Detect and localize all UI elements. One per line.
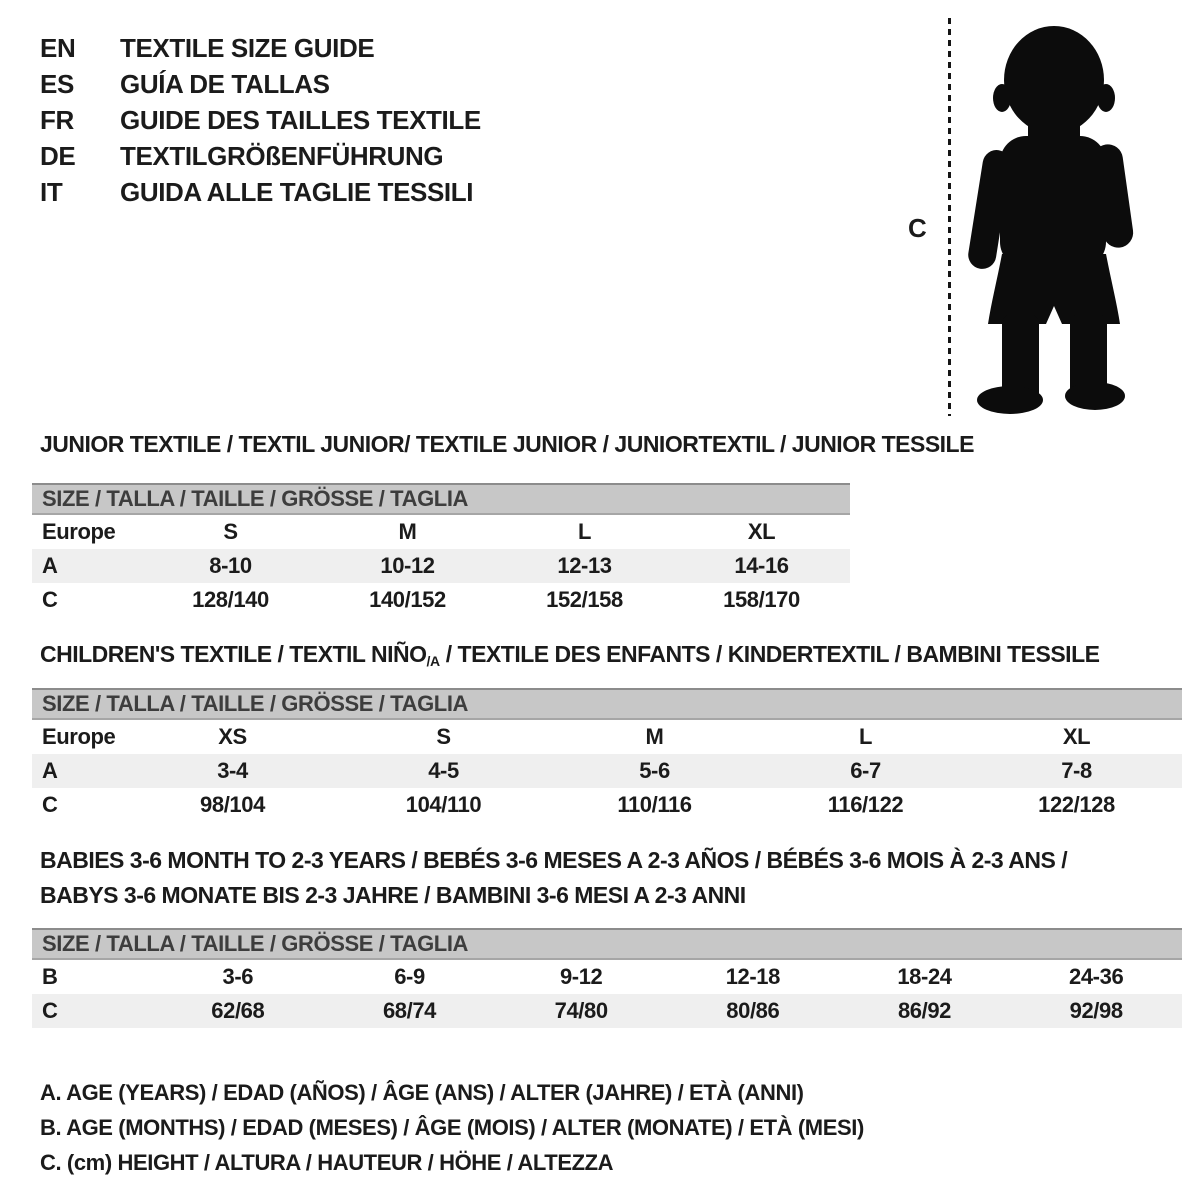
lang-row-it [40,174,481,210]
cell: 74/80 [554,998,608,1023]
table-row-height [32,788,1182,822]
lang-title: TEXTILE SIZE GUIDE [120,33,375,63]
lang-row-es [40,66,481,102]
lang-code: FR [40,105,74,135]
cell: 80/86 [726,998,780,1023]
cell: 12-18 [725,964,780,989]
row-label: Europe [42,519,116,544]
measurement-legend [40,1075,864,1180]
height-dashed-line [948,18,951,416]
title-subscript: /A [426,653,440,669]
measure-c-label: C [908,213,927,243]
cell: 24-36 [1069,964,1124,989]
row-label: Europe [42,724,116,749]
junior-size-table [32,483,850,617]
cell: 68/74 [382,998,437,1023]
table-row-height [32,583,850,617]
cell: M [645,724,664,749]
cell: 140/152 [369,587,446,612]
lang-code: EN [40,33,76,63]
lang-title: TEXTILGRÖßENFÜHRUNG [120,141,444,171]
babies-size-table [32,928,1182,1028]
cell: 152/158 [546,587,623,612]
cell: 8-10 [209,553,252,578]
cell: 12-13 [557,553,612,578]
cell: 7-8 [1061,758,1092,783]
legend-line-c: C. (cm) HEIGHT / ALTURA / HAUTEUR / HÖHE / ALTEZZA [40,1150,614,1175]
cell: 116/122 [827,792,904,817]
title-text: CHILDREN'S TEXTILE / TEXTIL NIÑO [40,641,427,667]
cell: 3-4 [217,758,248,783]
row-label: C [42,587,58,612]
lang-title: GUÍA DE TALLAS [120,69,330,99]
cell: 86/92 [897,998,952,1023]
row-label: C [42,792,58,817]
table-row-age [32,754,1182,788]
cell: 10-12 [380,553,435,578]
table-row-months [32,960,1182,994]
lang-title: GUIDE DES TAILLES TEXTILE [120,105,481,135]
title-line-1: BABIES 3-6 MONTH TO 2-3 YEARS / BEBÉS 3-6 MESES A 2-3 AÑOS / BÉBÉS 3-6 MOIS À 2-3 ANS / [40,847,1068,873]
children-section-title [40,641,1099,674]
table-row-europe [32,515,850,549]
cell: 110/116 [617,792,692,817]
cell: 4-5 [428,758,459,783]
cell: XL [1062,724,1091,749]
children-size-table [32,688,1182,822]
cell: S [436,724,451,749]
size-header-bar: SIZE / TALLA / TAILLE / GRÖSSE / TAGLIA [32,483,850,515]
lang-code: ES [40,69,74,99]
row-label: C [42,998,58,1023]
cell: 128/140 [192,587,269,612]
size-header-bar: SIZE / TALLA / TAILLE / GRÖSSE / TAGLIA [32,688,1182,720]
lang-row-en [40,30,481,66]
cell: 18-24 [897,964,952,989]
table-row-europe [32,720,1182,754]
lang-title: GUIDA ALLE TAGLIE TESSILI [120,177,474,207]
cell: 92/98 [1069,998,1123,1023]
table-row-age [32,549,850,583]
row-label: B [42,964,58,989]
cell: 98/104 [200,792,265,817]
cell: 104/110 [405,792,482,817]
cell: 14-16 [734,553,789,578]
cell: XS [218,724,247,749]
size-header-bar: SIZE / TALLA / TAILLE / GRÖSSE / TAGLIA [32,928,1182,960]
cell: 158/170 [723,587,800,612]
cell: 122/128 [1038,792,1115,817]
cell: L [858,724,873,749]
lang-code: IT [40,177,63,207]
cell: 6-9 [394,964,425,989]
cell: 9-12 [559,964,603,989]
cell: 62/68 [211,998,265,1023]
toddler-silhouette-icon [962,18,1142,418]
row-label: A [42,758,58,783]
cell: L [577,519,592,544]
legend-line-b: B. AGE (MONTHS) / EDAD (MESES) / ÂGE (MOIS) / ALTER (MONATE) / ETÀ (MESI) [40,1115,864,1140]
legend-line-a: A. AGE (YEARS) / EDAD (AÑOS) / ÂGE (ANS) / ALTER (JAHRE) / ETÀ (ANNI) [40,1080,804,1105]
title-line-2: BABYS 3-6 MONATE BIS 2-3 JAHRE / BAMBINI 3-6 MESI A 2-3 ANNI [40,882,746,908]
junior-section-title: JUNIOR TEXTILE / TEXTIL JUNIOR/ TEXTILE JUNIOR / JUNIORTEXTIL / JUNIOR TESSILE [40,431,974,457]
lang-code: DE [40,141,76,171]
cell: 3-6 [222,964,254,989]
language-title-list [40,30,481,210]
row-label: A [42,553,58,578]
cell: XL [747,519,776,544]
babies-section-title [40,843,1067,913]
lang-row-de [40,138,481,174]
cell: S [223,519,238,544]
table-row-height [32,994,1182,1028]
cell: M [398,519,417,544]
lang-row-fr [40,102,481,138]
cell: 5-6 [639,758,670,783]
title-text: / TEXTILE DES ENFANTS / KINDERTEXTIL / BAMBINI TESSILE [439,641,1100,667]
cell: 6-7 [850,758,881,783]
